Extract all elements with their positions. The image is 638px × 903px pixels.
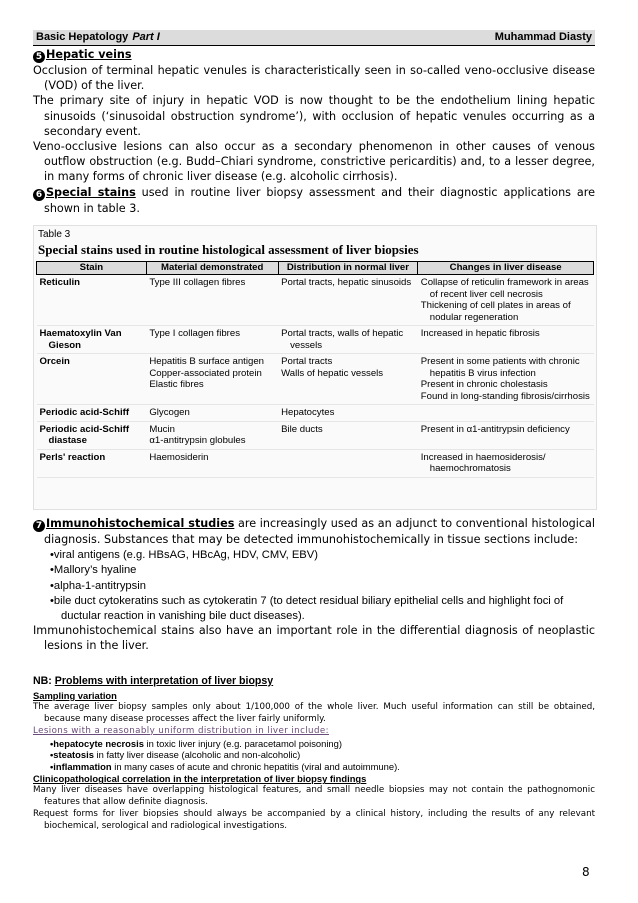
- paragraph: The average liver biopsy samples only about 1/100,000 of the whole liver. Much useful information can still be obtained, because many disease processes affect the liver fairly uniformly.: [33, 701, 595, 724]
- cell-line: Bile ducts: [281, 423, 323, 435]
- cell-line: Hepatocytes: [281, 407, 335, 418]
- section-5-title: Hepatic veins: [46, 48, 132, 61]
- section-7-text: are increasingly used as an adjunct to conventional histological diagnosis. Substances that may be detected immunohistochemically in tissue sections include:: [44, 517, 595, 546]
- bullet-text: in toxic liver injury (e.g. paracetamol poisoning): [143, 737, 342, 749]
- header-author: Muhammad Diasty: [494, 31, 592, 43]
- section-6-paragraph: [33, 185, 595, 216]
- bullet-item: [33, 738, 595, 750]
- cell-line: Walls of hepatic vessels: [281, 367, 384, 379]
- material-cell: [146, 449, 278, 477]
- changes-cell: [418, 275, 594, 326]
- table-header-row: [37, 262, 594, 275]
- cell-line: Copper-associated protein: [149, 367, 262, 379]
- book-title: Basic Hepatology: [36, 31, 129, 43]
- section-number-6: 6: [33, 189, 45, 201]
- bullet-bold: •inflammation: [50, 761, 112, 773]
- distribution-cell: [278, 405, 418, 422]
- cell-line: Increased in hepatic fibrosis: [420, 328, 540, 339]
- cell-line: Found in long-standing fibrosis/cirrhosis: [420, 390, 590, 402]
- paragraph: Immunohistochemical stains also have an important role in the differential diagnosis of neoplastic lesions in the liver.: [33, 623, 595, 653]
- changes-cell: [418, 326, 594, 354]
- header-title: [36, 30, 160, 45]
- cell-line: Perls' reaction: [39, 451, 106, 463]
- cell-line: Present in some patients with chronic hepatitis B virus infection: [420, 356, 580, 379]
- column-header: Distribution in normal liver: [278, 262, 418, 275]
- section-immunohistochemistry: [33, 516, 595, 654]
- bullet-bold: •steatosis: [50, 749, 94, 761]
- section-7-title: Immunohistochemical studies: [46, 517, 235, 530]
- stain-cell: [37, 354, 147, 405]
- section-6-text: used in routine liver biopsy assessment and their diagnostic applications are shown in table 3.: [44, 185, 595, 215]
- cell-line: Type I collagen fibres: [149, 328, 240, 339]
- paragraph: Occlusion of terminal hepatic venules is characteristically seen in so-called veno-occlusive disease (VOD) of the liver.: [33, 64, 595, 93]
- changes-cell: [418, 421, 594, 449]
- cell-line: Haemosiderin: [149, 451, 209, 463]
- column-header: Changes in liver disease: [418, 262, 594, 275]
- bullet-item: •Mallory’s hyaline: [50, 564, 137, 577]
- cell-line: Reticulin: [39, 277, 81, 288]
- material-cell: [146, 326, 278, 354]
- table-row: [37, 326, 594, 354]
- cell-line: Increased in haemosiderosis/ haemochromatosis: [420, 451, 546, 474]
- material-cell: [146, 275, 278, 326]
- table-row: [37, 449, 594, 477]
- section-hepatic-veins: [33, 47, 595, 216]
- bullet-item: [33, 761, 595, 773]
- paragraph: Request forms for liver biopsies should always be accompanied by a clinical history, including the results of any relevant biochemical, serological and radiological investigations.: [33, 808, 595, 831]
- cell-line: Haematoxylin Van Gieson: [39, 328, 122, 351]
- stain-cell: [37, 421, 147, 449]
- nb-prefix: NB:: [33, 675, 55, 687]
- cell-line: Type III collagen fibres: [149, 277, 246, 288]
- nb-heading: [33, 676, 595, 688]
- bullet-item: •alpha-1-antitrypsin: [50, 579, 146, 592]
- table-row: [37, 421, 594, 449]
- bullet-text: in many cases of acute and chronic hepatitis (viral and autoimmune).: [111, 761, 400, 773]
- cell-line: Present in α1-antitrypsin deficiency: [420, 423, 570, 435]
- section-number-7: 7: [33, 520, 45, 532]
- stain-cell: [37, 405, 147, 422]
- distribution-cell: [278, 449, 418, 477]
- section-6-title: Special stains: [46, 185, 136, 199]
- material-cell: [146, 405, 278, 422]
- section-5-heading: [33, 47, 595, 63]
- underlined-lead: Lesions with a reasonably uniform distribution in liver include:: [33, 725, 329, 736]
- bullet-item: [33, 749, 595, 761]
- bullet-item: •viral antigens (e.g. HBsAG, HBcAg, HDV, CMV, EBV): [50, 548, 318, 561]
- table-row: [37, 275, 594, 326]
- bullet-text: in fatty liver disease (alcoholic and non-alcoholic): [93, 749, 301, 761]
- page-header: [33, 30, 595, 46]
- paragraph: Veno-occlusive lesions can also occur as a secondary phenomenon in other causes of venous outflow obstruction (e.g. Budd–Chiari syndrome, constrictive pericarditis) and, to a lesser degree, in many forms of chronic liver disease (e.g. alcoholic cirrhosis).: [33, 140, 595, 184]
- subheading: Clinicopathological correlation in the interpretation of liver biopsy findings: [33, 773, 367, 785]
- bullet-item: •bile duct cytokeratins such as cytokeratin 7 (to detect residual biliary epithelial cells and highlight foci of ductular reaction in vanishing bile duct diseases).: [50, 595, 564, 622]
- cell-line: Periodic acid-Schiff: [39, 407, 130, 418]
- cell-line: Portal tracts: [281, 356, 333, 367]
- column-header: Material demonstrated: [146, 262, 278, 275]
- page-number: 8: [582, 865, 590, 879]
- bullet-bold: •hepatocyte necrosis: [50, 737, 144, 749]
- cell-line: Portal tracts, hepatic sinusoids: [281, 277, 412, 288]
- cell-line: Orcein: [39, 356, 70, 367]
- cell-line: Glycogen: [149, 407, 190, 418]
- cell-line: Collapse of reticulin framework in areas of recent liver cell necrosis: [420, 277, 589, 300]
- table-caption: Table 3: [38, 229, 71, 240]
- changes-cell: [418, 405, 594, 422]
- nb-title: Problems with interpretation of liver biopsy: [54, 675, 274, 687]
- column-header: Stain: [37, 262, 147, 275]
- cell-line: Thickening of cell plates in areas of nodular regeneration: [420, 300, 571, 323]
- section-number-5: 5: [33, 51, 45, 63]
- special-stains-table-box: [33, 225, 597, 510]
- distribution-cell: [278, 421, 418, 449]
- distribution-cell: [278, 275, 418, 326]
- stain-cell: [37, 326, 147, 354]
- table-row: [37, 405, 594, 422]
- table-row: [37, 354, 594, 405]
- distribution-cell: [278, 354, 418, 405]
- cell-line: Periodic acid-Schiff diastase: [39, 423, 130, 446]
- paragraph: The primary site of injury in hepatic VOD is now thought to be the endothelium lining hepatic sinusoids (‘sinusoidal obstruction syndrome’), with occlusion of hepatic venules occurring as a secondary event.: [33, 94, 595, 138]
- subheading: Sampling variation: [33, 689, 117, 701]
- table-title: Special stains used in routine histological assessment of liver biopsies: [38, 242, 419, 257]
- cell-line: Portal tracts, walls of hepatic vessels: [281, 328, 404, 351]
- cell-line: Present in chronic cholestasis: [420, 379, 548, 390]
- material-cell: [146, 354, 278, 405]
- special-stains-table: [36, 261, 594, 478]
- section-7-paragraph: [33, 516, 595, 548]
- cell-line: α1-antitrypsin globules: [149, 435, 246, 446]
- stain-cell: [37, 449, 147, 477]
- distribution-cell: [278, 326, 418, 354]
- nb-section: [33, 676, 595, 833]
- cell-line: Mucin: [149, 423, 175, 435]
- stain-cell: [37, 275, 147, 326]
- book-part: Part I: [132, 31, 160, 43]
- changes-cell: [418, 449, 594, 477]
- cell-line: Hepatitis B surface antigen: [149, 356, 264, 367]
- changes-cell: [418, 354, 594, 405]
- paragraph: Many liver diseases have overlapping histological features, and small needle biopsies may not contain the pathognomonic features that allow definite diagnosis.: [33, 785, 595, 808]
- cell-line: Elastic fibres: [149, 379, 204, 390]
- material-cell: [146, 421, 278, 449]
